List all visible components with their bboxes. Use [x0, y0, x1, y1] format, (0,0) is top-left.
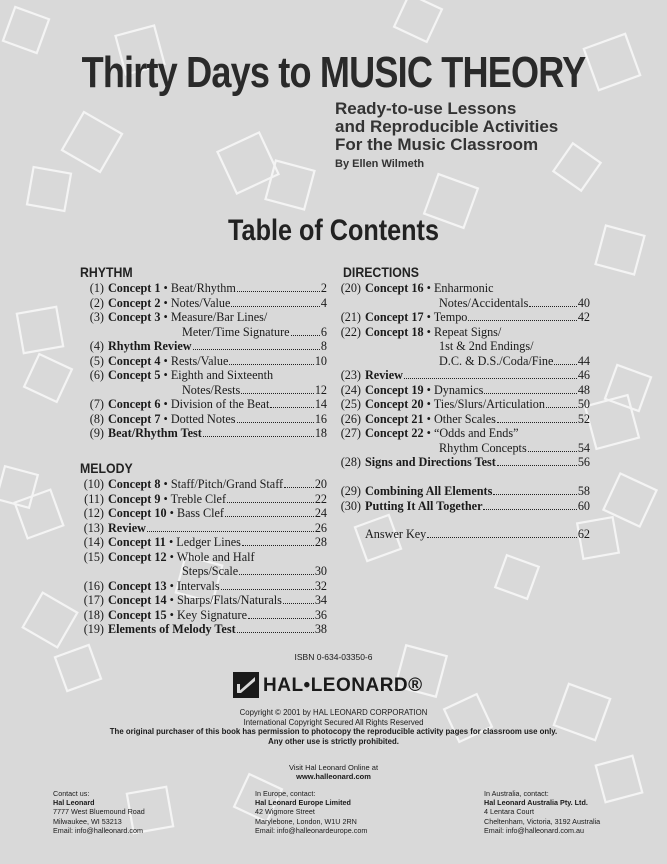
- toc-entry-title: Concept 5: [108, 368, 161, 382]
- toc-entry-title: Concept 2: [108, 295, 161, 310]
- toc-entry-text: [108, 593, 282, 608]
- toc-entry-page: 20: [314, 477, 327, 491]
- contact-name: Hal Leonard Australia Pty. Ltd.: [484, 798, 588, 808]
- toc-entry-title: Rhythm Review: [108, 339, 192, 353]
- copyright-notice: [0, 708, 667, 746]
- toc-entry-topic: • Beat/Rhythm: [160, 281, 236, 295]
- toc-entry-number: (23): [340, 368, 361, 382]
- toc-entry-title: Beat/Rhythm Test: [108, 426, 202, 440]
- dot-leader: [237, 291, 320, 292]
- toc-entry-topic: • Dynamics: [423, 382, 484, 397]
- toc-entry-number: (1): [89, 281, 104, 295]
- dot-leader: [231, 306, 319, 307]
- contact-name: Hal Leonard Europe Limited: [255, 798, 351, 808]
- toc-entry-topic: • Enharmonic: [423, 281, 494, 295]
- toc-row-continuation: [80, 383, 327, 398]
- isbn: ISBN 0-634-03350-6: [294, 652, 373, 662]
- toc-entry-text: [365, 368, 403, 383]
- subtitle-line: and Reproducible Activities: [335, 117, 559, 136]
- dot-leader: [237, 632, 314, 633]
- toc-entry-topic: • Ties/Slurs/Articulation: [423, 397, 545, 411]
- toc-row: [337, 310, 590, 325]
- subtitle-line: For the Music Classroom: [335, 135, 539, 154]
- hal-leonard-logo: [233, 672, 443, 700]
- toc-row: [80, 412, 327, 427]
- toc-entry-title: Combining All Elements: [365, 484, 493, 498]
- dot-leader: [248, 618, 314, 619]
- toc-entry-title: Elements of Melody Test: [108, 622, 236, 636]
- dot-leader: [493, 494, 577, 495]
- toc-entry-number: (7): [89, 397, 104, 411]
- toc-entry-text: [108, 354, 228, 369]
- toc-entry-number: (28): [340, 455, 361, 469]
- toc-row: [80, 339, 327, 354]
- toc-row: [80, 354, 327, 369]
- toc-row: [80, 368, 327, 383]
- toc-entry-title: Review: [108, 520, 146, 535]
- dot-leader: [229, 364, 313, 365]
- toc-entry-page: 60: [577, 498, 590, 513]
- toc-row: [80, 506, 327, 521]
- book-subtitle: [335, 100, 635, 154]
- book-title: Thirty Days to MUSIC THEORY: [81, 48, 586, 97]
- toc-entry-number: (11): [84, 491, 104, 506]
- toc-entry-number: (14): [83, 535, 104, 549]
- toc-row: [80, 521, 327, 536]
- toc-row: [337, 426, 590, 441]
- toc-entry-text: [108, 579, 220, 594]
- toc-entry-text: [108, 477, 283, 492]
- toc-entry-text: [108, 296, 230, 311]
- toc-entry-title: Concept 1: [108, 281, 161, 295]
- contact-us: [53, 789, 145, 835]
- toc-entry-number: (27): [340, 426, 361, 440]
- toc-entry-number: (24): [340, 382, 361, 397]
- legal-line: Copyright © 2001 by HAL LEONARD CORPORATION: [239, 708, 428, 717]
- toc-row: [80, 622, 327, 637]
- toc-entry-title: Signs and Directions Test: [365, 455, 496, 469]
- toc-entry-page: 52: [577, 411, 590, 426]
- answer-key-page: 62: [577, 527, 590, 541]
- legal-line: The original purchaser of this book has permission to photocopy the reproducible activity pages for classroom use only.: [109, 727, 558, 737]
- section-heading-directions: DIRECTIONS: [343, 264, 419, 280]
- toc-entry-text: [108, 550, 255, 565]
- toc-row: [80, 296, 327, 311]
- contact-line: Marylebone, London, W1U 2RN: [255, 816, 357, 826]
- answer-key-label: Answer Key: [365, 527, 427, 541]
- toc-row: [337, 455, 590, 470]
- toc-entry-text: [108, 426, 202, 441]
- toc-entry-page: 30: [314, 564, 327, 578]
- toc-row: [80, 535, 327, 550]
- contact-line: Email: info@halleonard.com: [53, 825, 143, 835]
- dot-leader: [427, 537, 577, 538]
- toc-entry-topic: • Dotted Notes: [160, 411, 236, 426]
- toc-entry-text: [365, 484, 492, 499]
- toc-entry-topic: • Staff/Pitch/Grand Staff: [160, 477, 284, 491]
- toc-entry-number: (18): [83, 607, 104, 622]
- toc-list-melody: [80, 477, 327, 637]
- toc-entry-topic: • Eighth and Sixteenth: [160, 368, 274, 382]
- toc-entry-number: (2): [89, 295, 104, 310]
- legal-line: Any other use is strictly prohibited.: [268, 736, 399, 746]
- toc-entry-title: Concept 20: [365, 397, 424, 411]
- contact-line: 42 Wigmore Street: [255, 807, 315, 817]
- toc-entry-number: (3): [89, 310, 104, 324]
- toc-entry-text: [108, 339, 192, 354]
- toc-entry-number: (5): [89, 353, 104, 368]
- toc-entry-page: 26: [314, 520, 327, 535]
- toc-entry-page: 8: [320, 339, 327, 353]
- toc-entry-text: Meter/Time Signature: [182, 324, 290, 339]
- dot-leader: [242, 545, 314, 546]
- toc-entry-page: 2: [320, 281, 327, 295]
- toc-entry-page: 12: [314, 382, 327, 397]
- toc-entry-text: [365, 325, 501, 340]
- dot-leader: [237, 422, 314, 423]
- answer-key-row: [365, 527, 590, 542]
- toc-row: [80, 310, 327, 325]
- toc-entry-topic: • Division of the Beat: [160, 397, 270, 411]
- dot-leader: [221, 589, 314, 590]
- toc-entry-page: 14: [314, 397, 327, 411]
- toc-entry-page: 56: [577, 455, 590, 469]
- toc-entry-page: 4: [320, 295, 327, 310]
- toc-list-directions: [337, 281, 590, 470]
- toc-entry-title: Concept 3: [108, 310, 161, 324]
- toc-entry-topic: • Ledger Lines: [165, 535, 241, 549]
- toc-entry-text: [108, 608, 247, 623]
- toc-entry-text: [365, 455, 496, 470]
- toc-entry-number: (12): [83, 506, 104, 520]
- toc-entry-title: Concept 8: [108, 477, 161, 491]
- toc-row: [337, 368, 590, 383]
- dot-leader: [529, 306, 576, 307]
- toc-entry-page: 24: [314, 506, 327, 520]
- dot-leader: [497, 465, 577, 466]
- toc-entry-title: Concept 7: [108, 411, 161, 426]
- toc-row: [80, 550, 327, 565]
- toc-entry-text: [108, 535, 241, 550]
- toc-entry-text: [365, 412, 496, 427]
- toc-entry-text: Rhythm Concepts: [439, 440, 527, 455]
- toc-entry-topic: • Treble Clef: [160, 491, 227, 506]
- toc-row-continuation: [337, 354, 590, 369]
- toc-entry-text: [365, 499, 482, 514]
- subtitle-line: Ready-to-use Lessons: [335, 99, 517, 118]
- toc-entry-title: Concept 15: [108, 607, 167, 622]
- toc-row: [337, 484, 590, 499]
- dot-leader: [284, 487, 314, 488]
- toc-entry-title: Concept 11: [108, 535, 166, 549]
- toc-entry-page: 54: [577, 440, 590, 455]
- toc-entry-text: [108, 492, 226, 507]
- toc-entry-topic: • Measure/Bar Lines/: [160, 310, 268, 324]
- toc-entry-topic: • “Odds and Ends”: [423, 426, 519, 440]
- toc-entry-page: 40: [577, 295, 590, 310]
- toc-row-continuation: [337, 441, 590, 456]
- visit-line: Visit Hal Leonard Online at: [288, 763, 379, 772]
- toc-entry-text: [365, 397, 545, 412]
- toc-row-continuation: [337, 339, 590, 354]
- toc-entry-title: Concept 22: [365, 426, 424, 440]
- toc-entry-text: [108, 412, 236, 427]
- dot-leader: [528, 451, 577, 452]
- visit-online: [0, 763, 667, 782]
- toc-row: [337, 499, 590, 514]
- toc-entry-text: Notes/Rests: [182, 382, 241, 397]
- dot-leader: [203, 436, 314, 437]
- toc-entry-page: 22: [314, 491, 327, 506]
- dot-leader: [239, 574, 314, 575]
- contact-heading: In Australia, contact:: [484, 789, 549, 798]
- toc-entry-page: 6: [320, 324, 327, 339]
- toc-entry-title: Concept 6: [108, 397, 161, 411]
- toc-entry-number: (16): [83, 578, 104, 593]
- contact-heading: In Europe, contact:: [255, 789, 316, 798]
- toc-row: [80, 593, 327, 608]
- toc-row-continuation: [80, 325, 327, 340]
- toc-entry-topic: • Other Scales: [423, 411, 496, 426]
- toc-entry-text: Steps/Scale: [182, 564, 239, 578]
- toc-entry-number: (6): [89, 368, 104, 382]
- toc-row: [80, 426, 327, 441]
- toc-entry-page: 50: [577, 397, 590, 411]
- toc-entry-text: [108, 521, 146, 536]
- section-heading-rhythm: RHYTHM: [80, 264, 133, 280]
- toc-entry-text: [108, 506, 224, 521]
- toc-entry-title: Concept 18: [365, 324, 424, 339]
- toc-entry-text: [365, 281, 494, 296]
- toc-entry-title: Concept 13: [108, 578, 167, 593]
- toc-entry-number: (25): [340, 397, 361, 411]
- toc-entry-text: [365, 383, 483, 398]
- toc-entry-title: Concept 4: [108, 353, 161, 368]
- toc-title: Table of Contents: [228, 214, 439, 247]
- toc-entry-text: [108, 281, 236, 296]
- toc-entry-topic: • Key Signature: [166, 607, 247, 622]
- dot-leader: [546, 407, 577, 408]
- toc-entry-topic: • Whole and Half: [166, 549, 255, 564]
- dot-leader: [147, 531, 314, 532]
- toc-entry-title: Concept 14: [108, 593, 167, 607]
- toc-entry-page: 34: [314, 593, 327, 607]
- dot-leader: [484, 393, 576, 394]
- contact-line: Email: info@halleonardeurope.com: [255, 825, 368, 835]
- toc-entry-number: (29): [340, 484, 361, 498]
- toc-entry-title: Concept 10: [108, 506, 167, 520]
- toc-row: [337, 397, 590, 412]
- dot-leader: [291, 335, 320, 336]
- toc-entry-text: [108, 310, 267, 325]
- dot-leader: [468, 320, 576, 321]
- toc-entry-topic: • Rests/Value: [160, 353, 229, 368]
- toc-entry-topic: • Intervals: [166, 578, 220, 593]
- toc-row: [80, 608, 327, 623]
- toc-entry-title: Concept 16: [365, 281, 424, 295]
- contact-line: Cheltenham, Victoria, 3192 Australia: [484, 816, 601, 826]
- toc-entry-title: Concept 19: [365, 382, 424, 397]
- toc-entry-number: (9): [89, 426, 104, 440]
- toc-entry-number: (8): [89, 411, 104, 426]
- dot-leader: [283, 603, 314, 604]
- toc-entry-topic: • Tempo: [423, 310, 468, 324]
- toc-entry-text: [108, 368, 273, 383]
- toc-row: [80, 492, 327, 507]
- toc-row-continuation: [80, 564, 327, 579]
- website-link[interactable]: www.halleonard.com: [296, 772, 371, 782]
- toc-entry-number: (26): [340, 411, 361, 426]
- contact-europe: [255, 789, 367, 835]
- toc-entry-text: Notes/Accidentals: [439, 295, 529, 310]
- toc-entry-topic: • Notes/Value: [160, 295, 231, 310]
- toc-entry-number: (22): [340, 324, 361, 339]
- contact-australia: [484, 789, 600, 835]
- contact-line: 7777 West Bluemound Road: [53, 807, 145, 817]
- toc-entry-topic: • Bass Clef: [166, 506, 224, 520]
- toc-entry-number: (4): [89, 339, 104, 353]
- toc-entry-page: 46: [577, 368, 590, 382]
- toc-entry-text: [365, 426, 519, 441]
- toc-entry-text: D.C. & D.S./Coda/Fine: [439, 353, 554, 368]
- dot-leader: [241, 393, 314, 394]
- author-byline: By Ellen Wilmeth: [335, 158, 425, 170]
- toc-entry-page: 38: [314, 622, 327, 636]
- dot-leader: [227, 502, 314, 503]
- piano-keys-logo-icon: [233, 672, 259, 698]
- contact-name: Hal Leonard: [53, 798, 95, 808]
- dot-leader: [270, 407, 313, 408]
- toc-list-rhythm: [80, 281, 327, 441]
- toc-entry-page: 28: [314, 535, 327, 549]
- toc-entry-number: (30): [340, 498, 361, 513]
- toc-entry-text: [365, 310, 467, 325]
- toc-entry-title: Concept 17: [365, 310, 424, 324]
- toc-entry-page: 36: [314, 607, 327, 622]
- toc-entry-page: 18: [314, 426, 327, 440]
- toc-row: [337, 383, 590, 398]
- toc-entry-topic: • Repeat Signs/: [423, 324, 502, 339]
- dot-leader: [404, 378, 577, 379]
- toc-entry-number: (17): [83, 593, 104, 607]
- contact-line: 4 Lentara Court: [484, 807, 534, 817]
- toc-entry-page: 44: [577, 353, 590, 368]
- dot-leader: [225, 516, 314, 517]
- dot-leader: [554, 364, 576, 365]
- toc-row: [80, 579, 327, 594]
- toc-entry-title: Review: [365, 368, 403, 382]
- dot-leader: [193, 349, 320, 350]
- dot-leader: [483, 509, 576, 510]
- toc-row-continuation: [337, 296, 590, 311]
- dot-leader: [497, 422, 577, 423]
- contact-line: Email: info@halleonard.com.au: [484, 825, 584, 835]
- toc-entry-number: (13): [83, 520, 104, 535]
- toc-entry-page: 58: [577, 484, 590, 498]
- toc-entry-number: (15): [83, 549, 104, 564]
- toc-entry-text: [108, 622, 236, 637]
- toc-entry-number: (19): [83, 622, 104, 636]
- toc-row: [337, 325, 590, 340]
- toc-row: [80, 281, 327, 296]
- toc-row: [337, 412, 590, 427]
- toc-list-final: [337, 484, 590, 513]
- toc-entry-title: Concept 9: [108, 491, 161, 506]
- toc-entry-number: (21): [340, 310, 361, 324]
- toc-entry-page: 16: [314, 411, 327, 426]
- contact-heading: Contact us:: [53, 789, 90, 798]
- toc-entry-text: 1st & 2nd Endings/: [439, 339, 534, 353]
- toc-entry-title: Concept 12: [108, 549, 167, 564]
- toc-row: [80, 477, 327, 492]
- toc-row: [80, 397, 327, 412]
- toc-row: [337, 281, 590, 296]
- section-heading-melody: MELODY: [80, 460, 133, 476]
- contact-line: Milwaukee, WI 53213: [53, 816, 122, 826]
- toc-entry-page: 42: [577, 310, 590, 324]
- toc-entry-page: 32: [314, 578, 327, 593]
- toc-entry-page: 10: [314, 353, 327, 368]
- logo-text: HAL•LEONARD®: [263, 675, 423, 696]
- toc-entry-number: (10): [83, 477, 104, 491]
- toc-entry-title: Concept 21: [365, 411, 424, 426]
- legal-line: International Copyright Secured All Rights Reserved: [243, 717, 424, 727]
- toc-entry-title: Putting It All Together: [365, 498, 483, 513]
- toc-entry-page: 48: [577, 382, 590, 397]
- toc-entry-topic: • Sharps/Flats/Naturals: [166, 593, 282, 607]
- toc-entry-number: (20): [340, 281, 361, 295]
- toc-entry-text: [108, 397, 269, 412]
